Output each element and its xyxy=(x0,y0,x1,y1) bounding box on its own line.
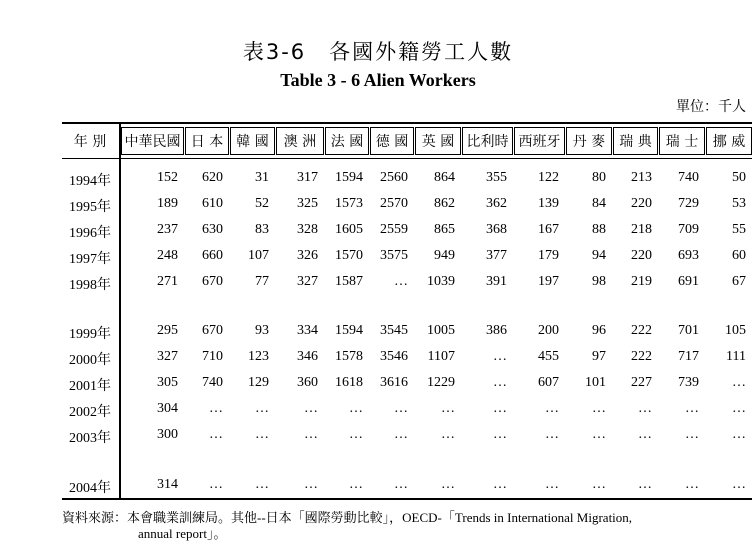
table-cell: 2560 xyxy=(380,170,408,185)
header-country: 韓 國 xyxy=(230,127,275,155)
row-year: 2004年 xyxy=(69,481,111,496)
source-line-2: annual report」。 xyxy=(138,526,227,541)
header-country: 瑞 士 xyxy=(659,127,705,155)
table-cell: 129 xyxy=(248,375,269,390)
table-cell: 862 xyxy=(434,196,455,211)
table-title-chinese: 表3-6 各國外籍勞工人數 xyxy=(242,40,514,64)
header-country: 丹 麥 xyxy=(566,127,612,155)
table-cell: 327 xyxy=(157,349,178,364)
table-cell: 220 xyxy=(631,196,652,211)
table-cell: 327 xyxy=(297,274,318,289)
header-country: 挪 威 xyxy=(706,127,752,155)
table-cell: 122 xyxy=(538,170,559,185)
header-rule xyxy=(62,158,752,159)
table-cell: … xyxy=(493,427,507,442)
table-cell: … xyxy=(304,401,318,416)
header-year: 年 別 xyxy=(73,134,107,150)
table-cell: 1605 xyxy=(335,222,363,237)
table-cell: 50 xyxy=(732,170,746,185)
table-cell: … xyxy=(209,401,223,416)
unit-label: 單位：千人 xyxy=(676,99,746,115)
table-cell: … xyxy=(394,401,408,416)
row-year: 1996年 xyxy=(69,226,111,241)
table-cell: 670 xyxy=(202,274,223,289)
source-line-1: 資料來源：本會職業訓練局。其他--日本「國際勞動比較」，OECD-「Trends in International Migration, xyxy=(62,510,633,525)
header-country: 澳 洲 xyxy=(276,127,324,155)
table-cell: 53 xyxy=(732,196,746,211)
table-cell: 105 xyxy=(725,323,746,338)
table-cell: 709 xyxy=(678,222,699,237)
header-country: 法 國 xyxy=(325,127,369,155)
table-cell: 1618 xyxy=(335,375,363,390)
table-cell: 328 xyxy=(297,222,318,237)
table-cell: 107 xyxy=(248,248,269,263)
table-cell: 691 xyxy=(678,274,699,289)
table-cell: 701 xyxy=(678,323,699,338)
table-cell: 325 xyxy=(297,196,318,211)
table-cell: 248 xyxy=(157,248,178,263)
table-cell: 1107 xyxy=(427,349,455,364)
table-cell: … xyxy=(349,427,363,442)
table-cell: 362 xyxy=(486,196,507,211)
table-cell: … xyxy=(304,477,318,492)
row-year: 1998年 xyxy=(69,278,111,293)
table-cell: 314 xyxy=(157,477,178,492)
table-cell: 219 xyxy=(631,274,652,289)
table-cell: 3546 xyxy=(380,349,408,364)
table-cell: 97 xyxy=(592,349,606,364)
table-cell: 67 xyxy=(732,274,746,289)
table-cell: 227 xyxy=(631,375,652,390)
table-cell: 167 xyxy=(538,222,559,237)
row-year: 1997年 xyxy=(69,252,111,267)
table-cell: 98 xyxy=(592,274,606,289)
table-cell: … xyxy=(394,274,408,289)
table-cell: 346 xyxy=(297,349,318,364)
table-cell: 1005 xyxy=(427,323,455,338)
table-cell: 3616 xyxy=(380,375,408,390)
table-cell: … xyxy=(441,427,455,442)
table-cell: … xyxy=(441,477,455,492)
table-cell: … xyxy=(493,401,507,416)
table-cell: 1587 xyxy=(335,274,363,289)
source-note xyxy=(62,510,752,542)
table-cell: 111 xyxy=(726,349,746,364)
row-year: 1994年 xyxy=(69,174,111,189)
table-cell: 60 xyxy=(732,248,746,263)
table-cell: … xyxy=(638,427,652,442)
table-cell: 197 xyxy=(538,274,559,289)
table-cell: 620 xyxy=(202,170,223,185)
table-cell: … xyxy=(732,477,746,492)
table-cell: … xyxy=(493,375,507,390)
table-cell: 1039 xyxy=(427,274,455,289)
table-cell: 630 xyxy=(202,222,223,237)
table-cell: 660 xyxy=(202,248,223,263)
table-cell: 80 xyxy=(592,170,606,185)
table-cell: … xyxy=(493,477,507,492)
table-cell: 739 xyxy=(678,375,699,390)
table-cell: … xyxy=(685,401,699,416)
row-year: 1999年 xyxy=(69,327,111,342)
table-cell: 3575 xyxy=(380,248,408,263)
header-country: 比利時 xyxy=(462,127,513,155)
table-cell: 305 xyxy=(157,375,178,390)
table-cell: … xyxy=(732,427,746,442)
table-cell: 391 xyxy=(486,274,507,289)
table-title-english: Table 3 - 6 Alien Workers xyxy=(280,70,476,90)
table-cell: 317 xyxy=(297,170,318,185)
table-cell: 2570 xyxy=(380,196,408,211)
table-cell: 222 xyxy=(631,349,652,364)
table-cell: … xyxy=(545,427,559,442)
table-cell: 189 xyxy=(157,196,178,211)
table-cell: 710 xyxy=(202,349,223,364)
top-rule xyxy=(62,122,752,124)
table-cell: 96 xyxy=(592,323,606,338)
table-cell: 377 xyxy=(486,248,507,263)
table-cell: … xyxy=(255,477,269,492)
table-cell: … xyxy=(545,477,559,492)
table-cell: … xyxy=(592,477,606,492)
table-cell: 88 xyxy=(592,222,606,237)
table-cell: … xyxy=(732,401,746,416)
table-cell: 295 xyxy=(157,323,178,338)
table-cell: 1570 xyxy=(335,248,363,263)
table-cell: … xyxy=(255,427,269,442)
table-cell: 610 xyxy=(202,196,223,211)
table-cell: 386 xyxy=(486,323,507,338)
table-cell: … xyxy=(209,477,223,492)
row-year: 2001年 xyxy=(69,379,111,394)
table-cell: 31 xyxy=(255,170,269,185)
table-cell: 326 xyxy=(297,248,318,263)
table-cell: 360 xyxy=(297,375,318,390)
table-cell: 237 xyxy=(157,222,178,237)
table-cell: 52 xyxy=(255,196,269,211)
table-cell: 304 xyxy=(157,401,178,416)
table-cell: … xyxy=(493,349,507,364)
table-cell: 607 xyxy=(538,375,559,390)
table-cell: 93 xyxy=(255,323,269,338)
table-cell: … xyxy=(638,477,652,492)
table-cell: 271 xyxy=(157,274,178,289)
table-cell: … xyxy=(441,401,455,416)
table-cell: … xyxy=(592,427,606,442)
table-cell: 139 xyxy=(538,196,559,211)
table-cell: 77 xyxy=(255,274,269,289)
header-country: 德 國 xyxy=(370,127,414,155)
table-cell: 740 xyxy=(202,375,223,390)
table-cell: 865 xyxy=(434,222,455,237)
table-cell: … xyxy=(394,427,408,442)
table-cell: 213 xyxy=(631,170,652,185)
table-cell: 83 xyxy=(255,222,269,237)
table-cell: 3545 xyxy=(380,323,408,338)
table-cell: 179 xyxy=(538,248,559,263)
table-cell: 1573 xyxy=(335,196,363,211)
table-cell: 740 xyxy=(678,170,699,185)
row-year: 1995年 xyxy=(69,200,111,215)
table-cell: 55 xyxy=(732,222,746,237)
header-country: 中華民國 xyxy=(121,127,184,155)
table-cell: … xyxy=(255,401,269,416)
table-cell: 729 xyxy=(678,196,699,211)
header-country: 英 國 xyxy=(415,127,461,155)
table-cell: 1594 xyxy=(335,323,363,338)
table-cell: 1594 xyxy=(335,170,363,185)
table-cell: 300 xyxy=(157,427,178,442)
header-country: 瑞 典 xyxy=(613,127,658,155)
table-cell: 123 xyxy=(248,349,269,364)
table-cell: 1578 xyxy=(335,349,363,364)
table-cell: 455 xyxy=(538,349,559,364)
bottom-rule xyxy=(62,498,752,500)
header-country: 日 本 xyxy=(185,127,229,155)
table-cell: 94 xyxy=(592,248,606,263)
header-country: 西班牙 xyxy=(514,127,565,155)
table-cell: 355 xyxy=(486,170,507,185)
table-cell: … xyxy=(592,401,606,416)
table-cell: 222 xyxy=(631,323,652,338)
table-cell: … xyxy=(732,375,746,390)
table-cell: … xyxy=(349,477,363,492)
table-cell: … xyxy=(394,477,408,492)
table-cell: 864 xyxy=(434,170,455,185)
table-cell: 670 xyxy=(202,323,223,338)
table-cell: 693 xyxy=(678,248,699,263)
table-cell: 218 xyxy=(631,222,652,237)
row-year: 2000年 xyxy=(69,353,111,368)
table-cell: 949 xyxy=(434,248,455,263)
table-cell: 368 xyxy=(486,222,507,237)
table-cell: 152 xyxy=(157,170,178,185)
table-cell: 220 xyxy=(631,248,652,263)
table-cell: 717 xyxy=(678,349,699,364)
table-cell: … xyxy=(685,427,699,442)
table-cell: 101 xyxy=(585,375,606,390)
table-cell: … xyxy=(685,477,699,492)
table-cell: … xyxy=(304,427,318,442)
table-cell: 334 xyxy=(297,323,318,338)
table-cell: 84 xyxy=(592,196,606,211)
table-cell: … xyxy=(349,401,363,416)
table-cell: 2559 xyxy=(380,222,408,237)
table-cell: … xyxy=(545,401,559,416)
table-cell: … xyxy=(638,401,652,416)
row-year: 2003年 xyxy=(69,431,111,446)
table-cell: 200 xyxy=(538,323,559,338)
table-cell: 1229 xyxy=(427,375,455,390)
row-year: 2002年 xyxy=(69,405,111,420)
table-cell: … xyxy=(209,427,223,442)
